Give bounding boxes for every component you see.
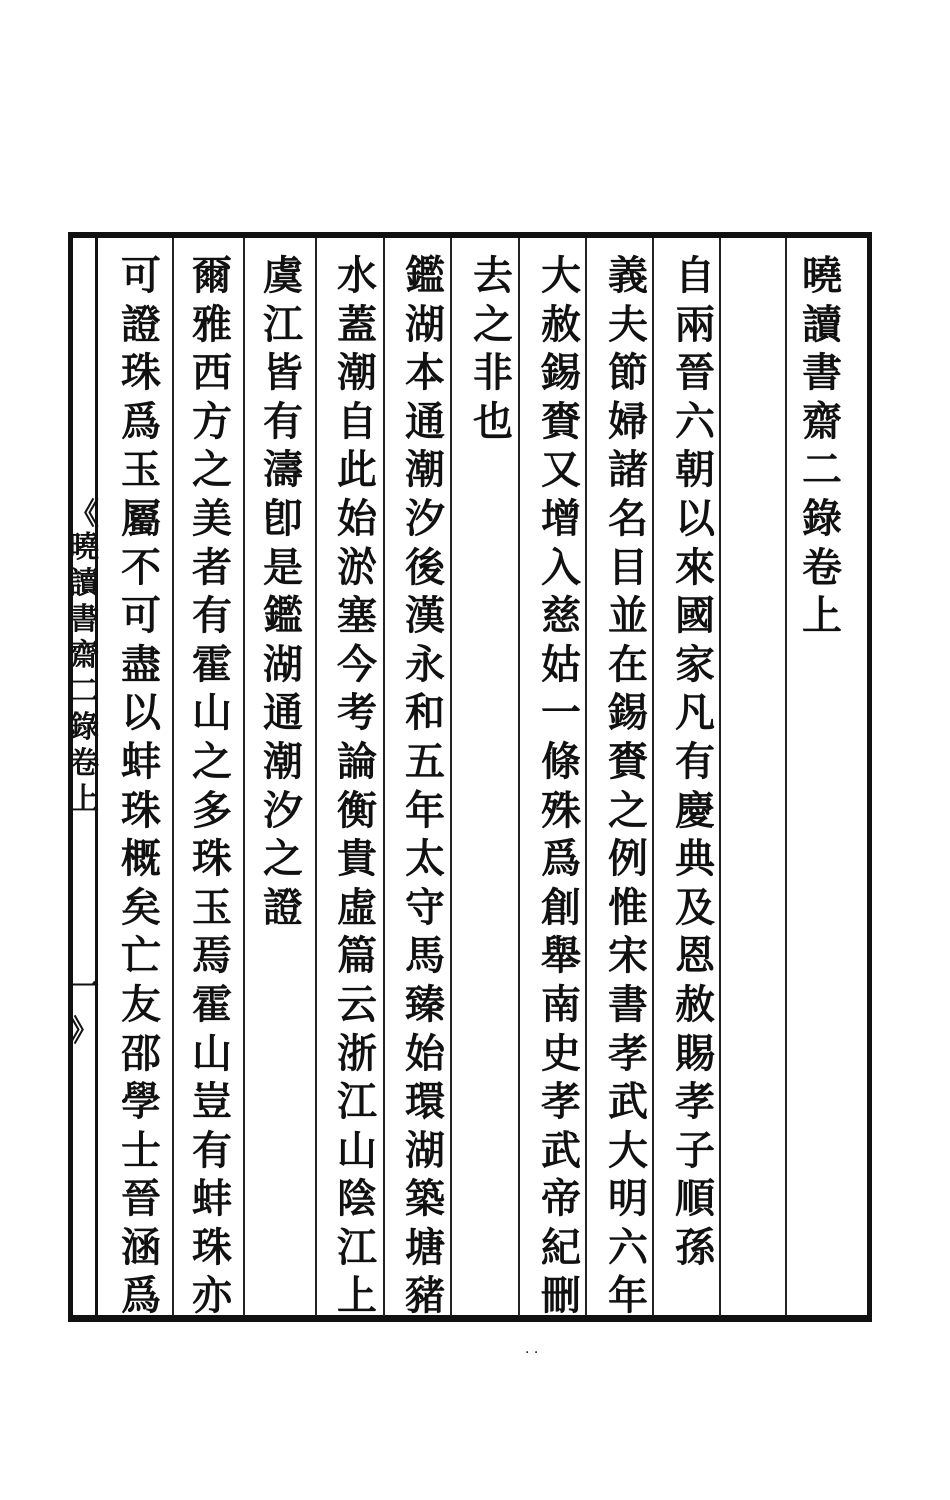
- glyph: 史: [541, 1029, 581, 1077]
- glyph: 守: [405, 883, 445, 931]
- text-column-6: [330, 252, 384, 1321]
- glyph: 珠: [121, 786, 161, 834]
- glyph: 之: [473, 300, 513, 348]
- glyph: 汐: [405, 494, 445, 542]
- glyph: 湖: [405, 1126, 445, 1174]
- text-column-2: [601, 252, 655, 1321]
- glyph: 潮: [337, 349, 377, 397]
- glyph: 諸: [608, 446, 648, 494]
- glyph: 條: [541, 737, 581, 785]
- text-column-8: [185, 252, 239, 1321]
- glyph: 江: [263, 300, 303, 348]
- text-column-9: [114, 252, 168, 1321]
- glyph: 臻: [405, 980, 445, 1028]
- glyph: 蓋: [337, 300, 377, 348]
- glyph: 有: [675, 737, 715, 785]
- glyph: 貴: [337, 835, 377, 883]
- glyph: 凡: [675, 689, 715, 737]
- glyph: 篇: [337, 932, 377, 980]
- glyph: 及: [675, 883, 715, 931]
- glyph: 也: [473, 397, 513, 445]
- glyph: 蚌: [121, 737, 161, 785]
- glyph: 上: [69, 782, 99, 817]
- glyph: 卽: [263, 494, 303, 542]
- glyph: 賚: [608, 737, 648, 785]
- text-column-1: [668, 252, 722, 1272]
- glyph: 水: [337, 252, 377, 299]
- glyph: 此: [337, 446, 377, 494]
- column-text: [398, 252, 452, 1321]
- glyph: 學: [121, 1078, 161, 1126]
- glyph: 錄: [69, 710, 99, 745]
- glyph: 紀: [541, 1223, 581, 1271]
- glyph: 自: [337, 397, 377, 445]
- glyph: 皆: [263, 349, 303, 397]
- glyph: 孝: [608, 1029, 648, 1077]
- glyph: 爲: [541, 835, 581, 883]
- glyph: 晉: [121, 1175, 161, 1223]
- glyph: 者: [192, 543, 232, 591]
- folio-text: 一: [69, 970, 99, 1005]
- glyph: 亡: [121, 932, 161, 980]
- title-column: [795, 252, 849, 641]
- spine-label: [64, 497, 104, 818]
- glyph: 考: [337, 689, 377, 737]
- glyph: 之: [263, 835, 303, 883]
- glyph: 書: [608, 980, 648, 1028]
- glyph: 虛: [337, 883, 377, 931]
- glyph: 年: [405, 786, 445, 834]
- glyph: 豬: [405, 1272, 445, 1320]
- glyph: 自: [675, 252, 715, 299]
- glyph: 殊: [541, 786, 581, 834]
- glyph: 創: [541, 883, 581, 931]
- glyph: 惟: [608, 883, 648, 931]
- column-text: [601, 252, 655, 1321]
- glyph: 五: [405, 737, 445, 785]
- glyph: 在: [608, 640, 648, 688]
- spine-title: [64, 530, 104, 818]
- glyph: 衡: [337, 786, 377, 834]
- glyph: 馬: [405, 932, 445, 980]
- column-text: [668, 252, 722, 1272]
- glyph: 證: [263, 883, 303, 931]
- glyph: 不: [121, 543, 161, 591]
- glyph: 太: [405, 835, 445, 883]
- glyph: 大: [541, 252, 581, 299]
- text-column-3: [534, 252, 588, 1321]
- column-text: [330, 252, 384, 1321]
- glyph: 始: [337, 494, 377, 542]
- glyph: 鑑: [263, 592, 303, 640]
- glyph: 曉: [69, 530, 99, 565]
- glyph: 六: [608, 1223, 648, 1271]
- glyph: 讀: [69, 566, 99, 601]
- glyph: 國: [675, 592, 715, 640]
- glyph: 朝: [675, 446, 715, 494]
- glyph: 曉: [802, 252, 842, 299]
- glyph: 錫: [541, 349, 581, 397]
- glyph: 虞: [263, 252, 303, 299]
- glyph: 玉: [121, 446, 161, 494]
- glyph: 以: [675, 494, 715, 542]
- glyph: 卷: [69, 746, 99, 781]
- ink-specks: · ·: [525, 1345, 539, 1361]
- glyph: 方: [192, 397, 232, 445]
- glyph: 西: [192, 349, 232, 397]
- glyph: 環: [405, 1078, 445, 1126]
- glyph: 齋: [802, 397, 842, 445]
- glyph: 陰: [337, 1175, 377, 1223]
- glyph: 節: [608, 349, 648, 397]
- glyph: 非: [473, 349, 513, 397]
- glyph: 之: [608, 786, 648, 834]
- glyph: 婦: [608, 397, 648, 445]
- glyph: 上: [337, 1272, 377, 1320]
- glyph: 並: [608, 592, 648, 640]
- glyph: 塘: [405, 1223, 445, 1271]
- glyph: 帝: [541, 1175, 581, 1223]
- glyph: 和: [405, 689, 445, 737]
- glyph: 赦: [675, 980, 715, 1028]
- glyph: 書: [69, 602, 99, 637]
- glyph: 通: [405, 397, 445, 445]
- glyph: 錫: [608, 689, 648, 737]
- glyph: 通: [263, 689, 303, 737]
- glyph: 入: [541, 543, 581, 591]
- glyph: 典: [675, 835, 715, 883]
- glyph: 有: [263, 397, 303, 445]
- glyph: 豈: [192, 1078, 232, 1126]
- glyph: 二: [802, 446, 842, 494]
- glyph: 可: [121, 592, 161, 640]
- glyph: 珠: [121, 349, 161, 397]
- glyph: 濤: [263, 446, 303, 494]
- glyph: 云: [337, 980, 377, 1028]
- glyph: 孝: [541, 1078, 581, 1126]
- glyph: 始: [405, 1029, 445, 1077]
- glyph: 之: [192, 737, 232, 785]
- glyph: 後: [405, 543, 445, 591]
- glyph: 永: [405, 640, 445, 688]
- glyph: 美: [192, 494, 232, 542]
- glyph: 南: [541, 980, 581, 1028]
- glyph: 有: [192, 1126, 232, 1174]
- glyph: 鑑: [405, 252, 445, 299]
- glyph: 淤: [337, 543, 377, 591]
- glyph: 蚌: [192, 1175, 232, 1223]
- glyph: 刪: [541, 1272, 581, 1320]
- glyph: 舉: [541, 932, 581, 980]
- glyph: 珠: [192, 1223, 232, 1271]
- glyph: 友: [121, 980, 161, 1028]
- glyph: 邵: [121, 1029, 161, 1077]
- glyph: 潮: [263, 737, 303, 785]
- glyph: 讀: [802, 300, 842, 348]
- glyph: 書: [802, 349, 842, 397]
- glyph: 順: [675, 1175, 715, 1223]
- glyph: 晉: [675, 349, 715, 397]
- glyph: 以: [121, 689, 161, 737]
- glyph: 恩: [675, 932, 715, 980]
- glyph: 家: [675, 640, 715, 688]
- glyph: 山: [337, 1126, 377, 1174]
- glyph: 士: [121, 1126, 161, 1174]
- column-text: [534, 252, 588, 1321]
- glyph: 來: [675, 543, 715, 591]
- glyph: 本: [405, 349, 445, 397]
- glyph: 今: [337, 640, 377, 688]
- glyph: 是: [263, 543, 303, 591]
- glyph: 明: [608, 1175, 648, 1223]
- column-text: [256, 252, 310, 932]
- glyph: 孫: [675, 1223, 715, 1271]
- glyph: 二: [69, 674, 99, 709]
- text-column-5: [398, 252, 452, 1321]
- glyph: 年: [608, 1272, 648, 1320]
- glyph: 慶: [675, 786, 715, 834]
- column-rule: [785, 238, 787, 1316]
- glyph: 賚: [541, 397, 581, 445]
- glyph: 玉: [192, 883, 232, 931]
- glyph: 屬: [121, 494, 161, 542]
- glyph: 汐: [263, 786, 303, 834]
- glyph: 江: [337, 1078, 377, 1126]
- glyph: 焉: [192, 932, 232, 980]
- glyph: 山: [192, 1029, 232, 1077]
- glyph: 霍: [192, 980, 232, 1028]
- glyph: 六: [675, 397, 715, 445]
- glyph: 盡: [121, 640, 161, 688]
- glyph: 武: [541, 1126, 581, 1174]
- glyph: 武: [608, 1078, 648, 1126]
- glyph: 赦: [541, 300, 581, 348]
- column-text: [185, 252, 239, 1321]
- glyph: 子: [675, 1126, 715, 1174]
- glyph: 潮: [405, 446, 445, 494]
- glyph: 有: [192, 592, 232, 640]
- glyph: 湖: [405, 300, 445, 348]
- glyph: 多: [192, 786, 232, 834]
- glyph: 山: [192, 689, 232, 737]
- glyph: 大: [608, 1126, 648, 1174]
- column-text: [114, 252, 168, 1321]
- glyph: 增: [541, 494, 581, 542]
- glyph: 霍: [192, 640, 232, 688]
- glyph: 概: [121, 835, 161, 883]
- glyph: 築: [405, 1175, 445, 1223]
- book-title: [795, 252, 849, 641]
- glyph: 義: [608, 252, 648, 299]
- glyph: 浙: [337, 1029, 377, 1077]
- glyph: 去: [473, 252, 513, 299]
- glyph: 爲: [121, 397, 161, 445]
- glyph: 湖: [263, 640, 303, 688]
- glyph: 賜: [675, 1029, 715, 1077]
- glyph: 爾: [192, 252, 232, 299]
- folio-number: [64, 962, 104, 1050]
- glyph: 雅: [192, 300, 232, 348]
- glyph: 爲: [121, 1272, 161, 1320]
- glyph: 涵: [121, 1223, 161, 1271]
- glyph: 上: [802, 592, 842, 640]
- glyph: 姑: [541, 640, 581, 688]
- glyph: 夫: [608, 300, 648, 348]
- glyph: 證: [121, 300, 161, 348]
- column-rule: [315, 238, 317, 1316]
- glyph: 孝: [675, 1078, 715, 1126]
- glyph: 卷: [802, 543, 842, 591]
- text-column-7: [256, 252, 310, 932]
- fishtail-top-mark: 《: [69, 497, 99, 532]
- column-rule: [172, 238, 174, 1316]
- glyph: 矣: [121, 883, 161, 931]
- glyph: 齋: [69, 638, 99, 673]
- glyph: 塞: [337, 592, 377, 640]
- glyph: 論: [337, 737, 377, 785]
- glyph: 慈: [541, 592, 581, 640]
- glyph: 宋: [608, 932, 648, 980]
- column-text: [466, 252, 520, 446]
- fishtail-bottom-mark: 》: [69, 1014, 99, 1049]
- glyph: 錄: [802, 494, 842, 542]
- glyph: 又: [541, 446, 581, 494]
- column-rule: [243, 238, 245, 1316]
- glyph: 可: [121, 252, 161, 299]
- glyph: 亦: [192, 1272, 232, 1320]
- glyph: 漢: [405, 592, 445, 640]
- glyph: 例: [608, 835, 648, 883]
- glyph: 一: [541, 689, 581, 737]
- glyph: 目: [608, 543, 648, 591]
- glyph: 珠: [192, 835, 232, 883]
- glyph: 之: [192, 446, 232, 494]
- glyph: 江: [337, 1223, 377, 1271]
- text-column-4: [466, 252, 520, 446]
- glyph: 名: [608, 494, 648, 542]
- glyph: 兩: [675, 300, 715, 348]
